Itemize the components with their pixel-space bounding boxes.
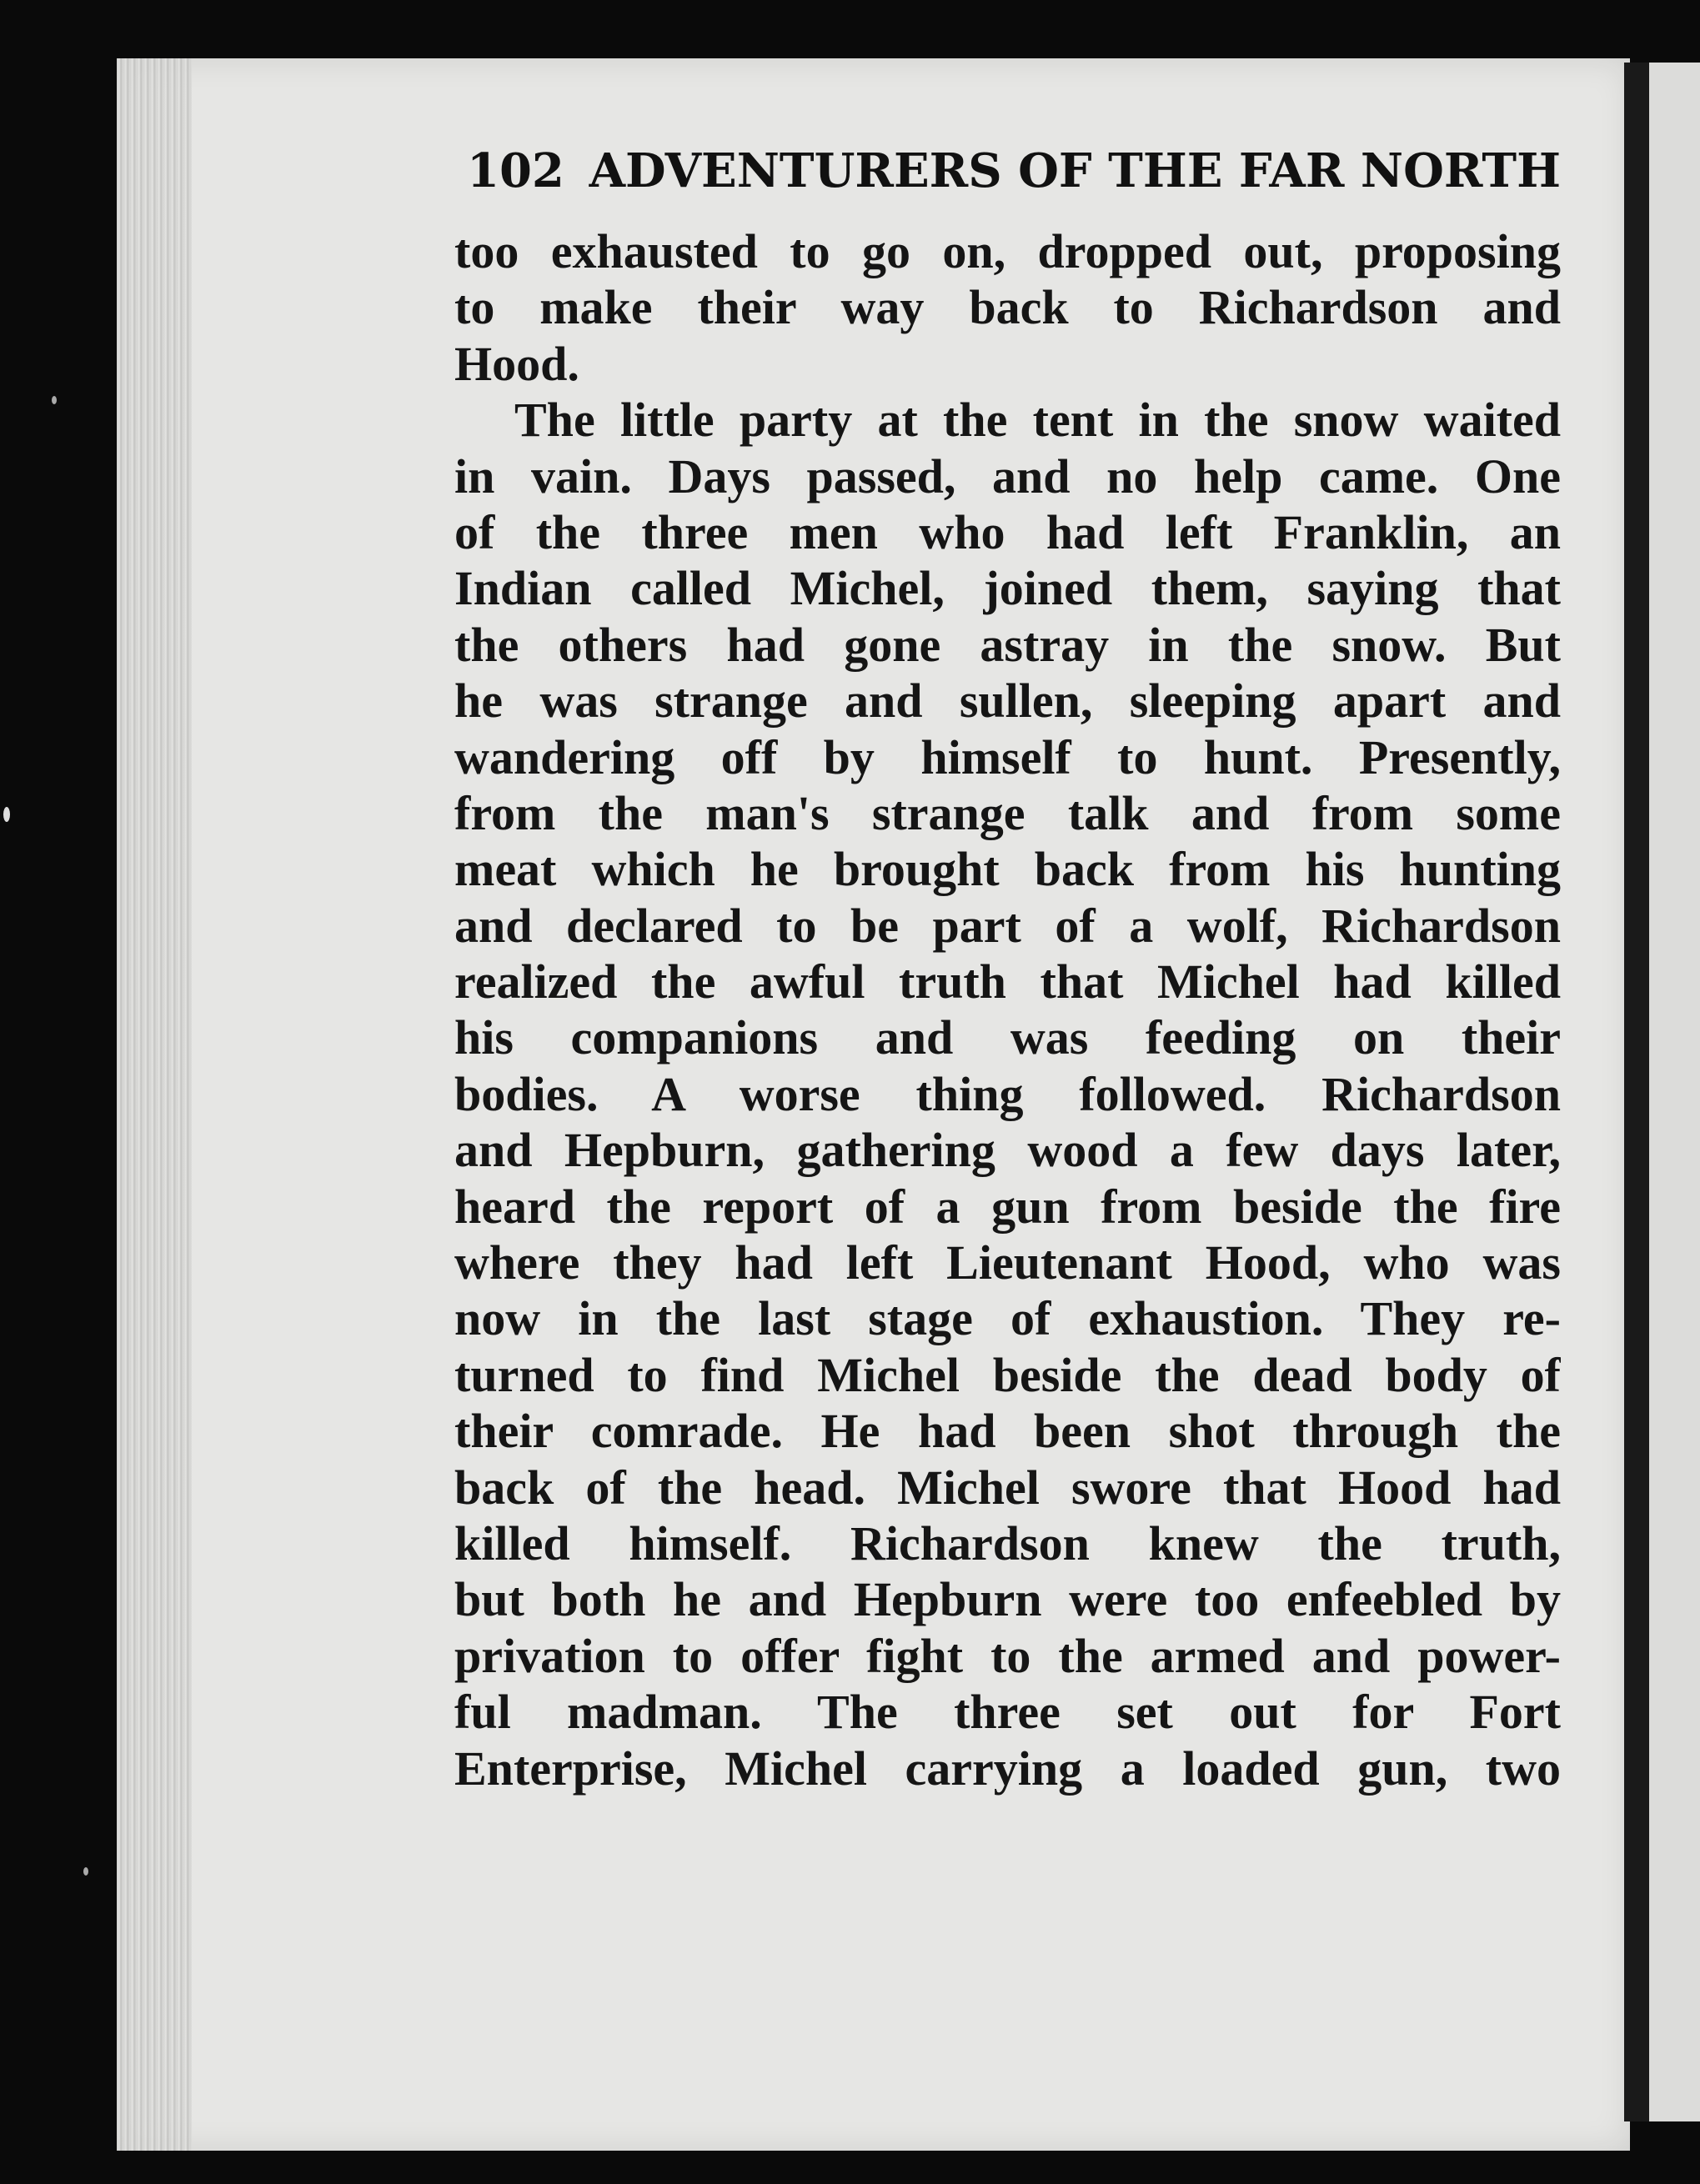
scan-bottom-border	[117, 2155, 1700, 2184]
facing-page-edge	[1624, 63, 1649, 2121]
text-line: privation to offer fight to the armed and power-	[454, 1628, 1561, 1683]
scan-speck	[83, 1867, 88, 1876]
text-line: of the three men who had left Franklin, an	[454, 504, 1561, 559]
facing-page-sliver	[1649, 63, 1700, 2121]
running-header	[467, 138, 1561, 204]
text-line: in vain. Days passed, and no help came. One	[454, 448, 1561, 503]
body-text	[454, 223, 1561, 1796]
text-line: meat which he brought back from his hunting	[454, 842, 1561, 897]
text-line: back of the head. Michel swore that Hood had	[454, 1460, 1561, 1515]
text-line: to make their way back to Richardson and	[454, 280, 1561, 335]
paragraph	[454, 392, 1561, 1796]
text-line: but both he and Hepburn were too enfeebled by	[454, 1572, 1561, 1627]
text-line: ful madman. The three set out for Fort	[454, 1685, 1561, 1740]
text-line: Enterprise, Michel carrying a loaded gun, two	[454, 1741, 1561, 1796]
text-line: from the man's strange talk and from some	[454, 785, 1561, 840]
text-line: The little party at the tent in the snow waited	[514, 393, 1561, 448]
text-line: heard the report of a gun from beside the fire	[454, 1179, 1561, 1234]
text-line: turned to find Michel beside the dead body of	[454, 1347, 1561, 1402]
text-line: now in the last stage of exhaustion. They re-	[454, 1291, 1561, 1346]
text-line: the others had gone astray in the snow. But	[454, 617, 1561, 672]
text-line: bodies. A worse thing followed. Richardson	[454, 1066, 1561, 1121]
text-line: he was strange and sullen, sleeping apart and	[454, 674, 1561, 729]
text-line: where they had left Lieutenant Hood, who was	[454, 1235, 1561, 1290]
text-line: Indian called Michel, joined them, saying that	[454, 561, 1561, 616]
text-line: their comrade. He had been shot through the	[454, 1404, 1561, 1459]
text-line: Hood.	[454, 336, 579, 391]
text-line: too exhausted to go on, dropped out, proposing	[454, 224, 1561, 278]
running-title: ADVENTURERS OF THE FAR NORTH	[589, 143, 1561, 198]
scan-speck	[3, 807, 10, 822]
text-line: realized the awful truth that Michel had killed	[454, 954, 1561, 1009]
scan-speck	[52, 396, 57, 404]
text-line: killed himself. Richardson knew the truth,	[454, 1515, 1561, 1570]
text-line: and declared to be part of a wolf, Richardson	[454, 898, 1561, 953]
text-line: and Hepburn, gathering wood a few days later,	[454, 1123, 1561, 1178]
text-line: wandering off by himself to hunt. Presently,	[454, 729, 1561, 784]
text-line: his companions and was feeding on their	[454, 1010, 1561, 1065]
page-number: 102	[467, 143, 564, 198]
paragraph	[454, 223, 1561, 392]
page-gutter-edge	[117, 58, 192, 2151]
